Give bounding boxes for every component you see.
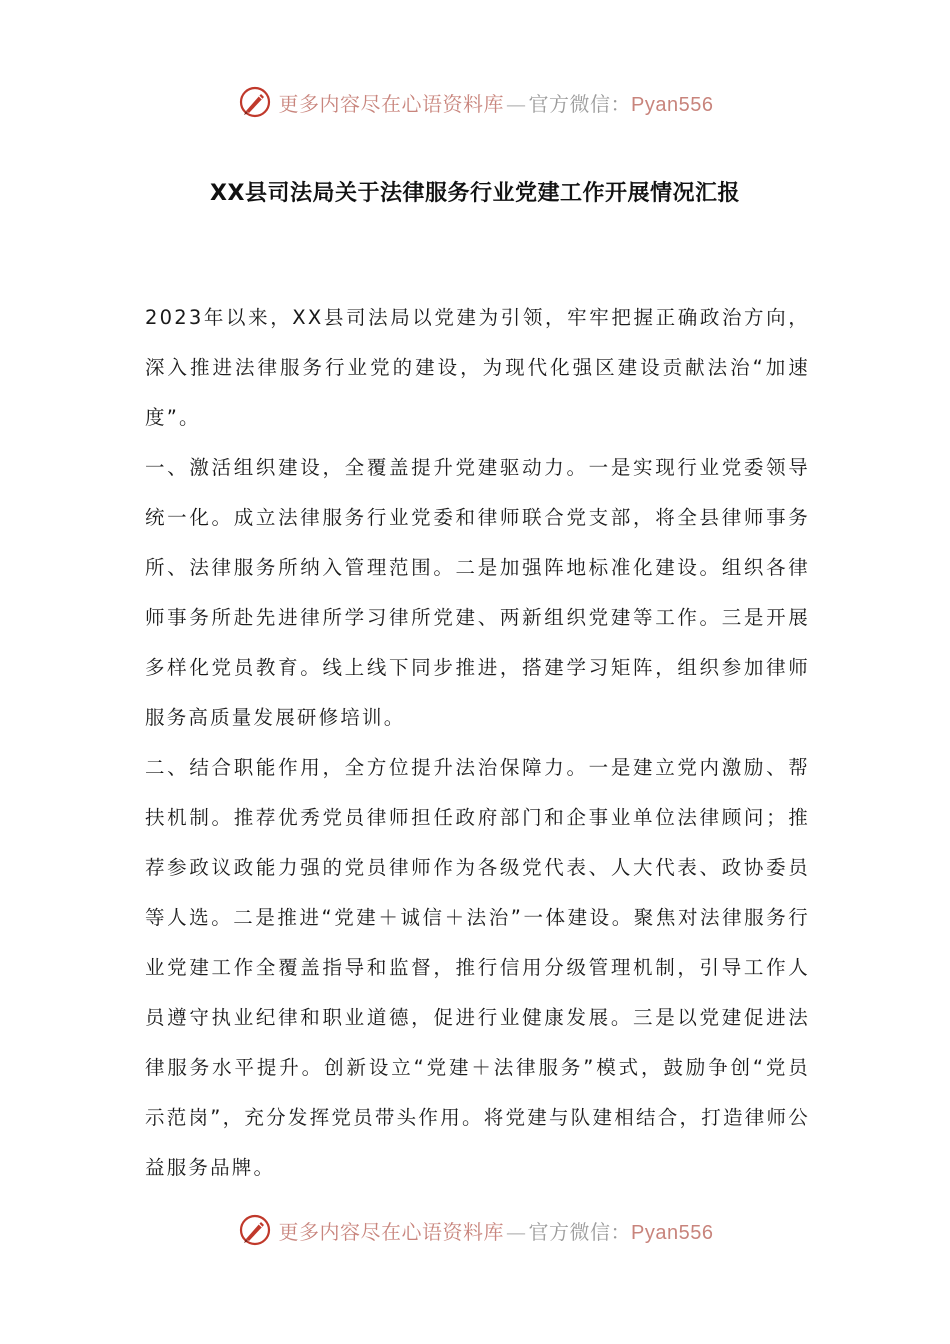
- document-body: [145, 293, 810, 1193]
- watermark-wechat-id: Pyan556: [631, 1221, 714, 1244]
- paragraph-intro: 2023年以来，XX县司法局以党建为引领，牢牢把握正确政治方向，深入推进法律服务行业党的建设，为现代化强区建设贡献法治“加速度”。: [145, 306, 810, 429]
- paragraph-section-1: 一、激活组织建设，全覆盖提升党建驱动力。一是实现行业党委领导统一化。成立法律服务行业党委和律师联合党支部，将全县律师事务所、法律服务所纳入管理范围。二是加强阵地标准化建设。组织各律师事务所赴先进律所学习律所党建、两新组织党建等工作。三是开展多样化党员教育。线上线下同步推进，搭建学习矩阵，组织参加律师服务高质量发展研修培训。: [145, 456, 810, 729]
- watermark-header: [0, 80, 950, 124]
- watermark-official: 官方微信：: [528, 91, 632, 116]
- pen-logo-icon: [237, 84, 273, 120]
- paragraph-section-2: 二、结合职能作用，全方位提升法治保障力。一是建立党内激励、帮扶机制。推荐优秀党员律师担任政府部门和企事业单位法律顾问；推荐参政议政能力强的党员律师作为各级党代表、人大代表、政协委员等人选。二是推进“党建＋诚信＋法治”一体建设。聚焦对法律服务行业党建工作全覆盖指导和监督，推行信用分级管理机制，引导工作人员遵守执业纪律和职业道德，促进行业健康发展。三是以党建促进法律服务水平提升。创新设立“党建＋法律服务”模式，鼓励争创“党员示范岗”，充分发挥党员带头作用。将党建与队建相结合，打造律师公益服务品牌。: [145, 756, 810, 1179]
- watermark-text: [279, 1216, 714, 1245]
- watermark-label: 更多内容尽在心语资料库: [278, 1219, 505, 1244]
- watermark-text: [279, 88, 714, 117]
- watermark-label: 更多内容尽在心语资料库: [278, 91, 505, 116]
- document-title: XX县司法局关于法律服务行业党建工作开展情况汇报: [210, 181, 740, 206]
- pen-logo-icon: [237, 1212, 273, 1248]
- watermark-separator: —: [506, 1219, 527, 1244]
- watermark-separator: —: [506, 91, 527, 116]
- watermark-footer: [0, 1208, 950, 1252]
- watermark-official: 官方微信：: [528, 1219, 632, 1244]
- watermark-wechat-id: Pyan556: [631, 93, 714, 116]
